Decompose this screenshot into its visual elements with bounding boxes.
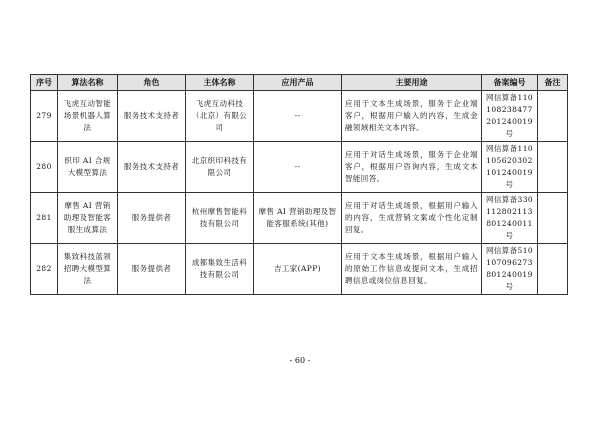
header-row — [31, 75, 568, 91]
cell-remarks — [538, 193, 568, 244]
cell-algorithm-name: 摩售 AI 营销助理及智能客服生成算法 — [58, 193, 118, 244]
cell-application-product: -- — [254, 91, 342, 142]
header-entity-name: 主体名称 — [186, 75, 254, 91]
algorithm-registry-table — [30, 74, 568, 295]
header-application-product: 应用产品 — [254, 75, 342, 91]
header-algorithm-name: 算法名称 — [58, 75, 118, 91]
header-filing-number: 备案编号 — [482, 75, 538, 91]
cell-filing-number: 网信算备510107096273801240019 号 — [482, 244, 538, 295]
cell-entity-name: 飞虎互动科技（北京）有限公司 — [186, 91, 254, 142]
cell-application-product: 吉工家(APP) — [254, 244, 342, 295]
cell-index: 281 — [31, 193, 58, 244]
cell-role: 服务技术支持者 — [118, 91, 186, 142]
header-index: 序号 — [31, 75, 58, 91]
table-header — [31, 75, 568, 91]
cell-main-purpose: 应用于文本生成场景，根据用户输入的原始工作信息或提问文本，生成招聘信息或岗位信息回复。 — [342, 244, 482, 295]
cell-index: 279 — [31, 91, 58, 142]
cell-main-purpose: 应用于对话生成场景，根据用户输入的内容，生成营销文案或个性化定制回复。 — [342, 193, 482, 244]
header-main-purpose: 主要用途 — [342, 75, 482, 91]
table-row — [31, 142, 568, 193]
cell-role: 服务技术支持者 — [118, 142, 186, 193]
cell-filing-number: 网信算备330112802113801240011 号 — [482, 193, 538, 244]
header-remarks: 备注 — [538, 75, 568, 91]
cell-filing-number: 网信算备110108238477201240019 号 — [482, 91, 538, 142]
cell-application-product: 摩售 AI 营销助理及智能客服系统(其他) — [254, 193, 342, 244]
cell-main-purpose: 应用于对话生成场景，服务于企业端客户，根据用户咨询内容，生成文本智能回答。 — [342, 142, 482, 193]
table-row — [31, 91, 568, 142]
header-role: 角色 — [118, 75, 186, 91]
cell-main-purpose: 应用于文本生成场景，服务于企业端客户，根据用户输入的内容，生成金融领域相关文本内容。 — [342, 91, 482, 142]
cell-remarks — [538, 244, 568, 295]
cell-algorithm-name: 织印 AI 合规大模型算法 — [58, 142, 118, 193]
table-row — [31, 244, 568, 295]
cell-entity-name: 杭州摩售智能科技有限公司 — [186, 193, 254, 244]
cell-filing-number: 网信算备110105620302101240019 号 — [482, 142, 538, 193]
cell-entity-name: 成都集致生活科技有限公司 — [186, 244, 254, 295]
table-row — [31, 193, 568, 244]
cell-algorithm-name: 飞虎互动智能场景机器人算法 — [58, 91, 118, 142]
cell-remarks — [538, 91, 568, 142]
cell-algorithm-name: 集致科技蓝领招聘大模型算法 — [58, 244, 118, 295]
cell-role: 服务提供者 — [118, 193, 186, 244]
cell-remarks — [538, 142, 568, 193]
page-number: - 60 - — [289, 356, 311, 365]
cell-application-product: -- — [254, 142, 342, 193]
cell-entity-name: 北京织印科技有限公司 — [186, 142, 254, 193]
cell-index: 282 — [31, 244, 58, 295]
cell-role: 服务提供者 — [118, 244, 186, 295]
table-body — [31, 91, 568, 295]
cell-index: 280 — [31, 142, 58, 193]
